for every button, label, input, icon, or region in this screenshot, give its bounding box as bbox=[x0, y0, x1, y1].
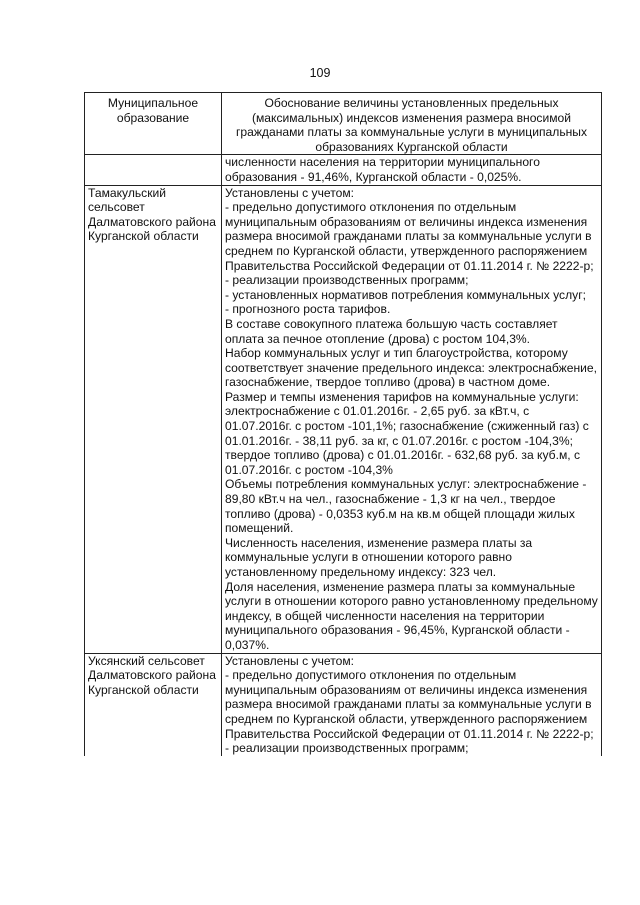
justification-line: - прогнозного роста тарифов. bbox=[225, 302, 391, 317]
justification-line: Объемы потребления коммунальных услуг: электроснабжение - 89,80 кВт.ч на чел., газоснабжение - 1,3 кг на чел., твердое топливо (дрова) - 0,0353 куб.м на кв.м общей площади жилых помещений. bbox=[225, 477, 587, 536]
justification-line: численности населения на территории муниципального образования - 91,46%, Курганской области - 0,025%. bbox=[225, 155, 540, 184]
table-row-tamakul bbox=[85, 185, 602, 653]
municipality-cell: Тамакульский сельсовет Далматовского района Курганской области bbox=[85, 185, 222, 653]
justification-cell bbox=[222, 185, 602, 653]
justification-line: Установлены с учетом: bbox=[225, 185, 354, 200]
justification-line: электроснабжение с 01.01.2016г. - 2,65 руб. за кВт.ч, с 01.07.2016г. с ростом -101,1%; газоснабжение (сжиженный газ) с 01.01.2016г. - 38,11 руб. за кг, с 01.07.2016г. с ростом -104,3%; твердое топливо (дрова) с 01.01.2016г. - 632,68 руб. за куб.м, с 01.07.2016г. с ростом -104,3% bbox=[225, 404, 589, 477]
justification-line: - предельно допустимого отклонения по отдельным муниципальным образованиям от величины индекса изменения размера вносимой гражданами платы за коммунальные услуги в среднем по Курганской области, утвержденного распоряжением Правительства Российской Федерации от 01.11.2014 г. № 2222-р; bbox=[225, 200, 594, 273]
table-row-continuation bbox=[85, 155, 602, 185]
justification-line: Набор коммунальных услуг и тип благоустройства, которому соответствует значение предельного индекса: электроснабжение, газоснабжение, твердое топливо (дрова) в частном доме. bbox=[225, 346, 597, 390]
table-header-row bbox=[85, 93, 602, 155]
municipality-cell: Уксянский сельсовет Далматовского района Курганской области bbox=[85, 653, 222, 756]
justification-line: Доля населения, изменение размера платы за коммунальные услуги в отношении которого равно установленному предельному индексу, в общей численности населения на территории муниципального образования - 96,45%, Курганской области - 0,037%. bbox=[225, 579, 598, 652]
municipality-cell bbox=[85, 155, 222, 185]
justification-line: Размер и темпы изменения тарифов на коммунальные услуги: bbox=[225, 389, 579, 404]
page-number: 109 bbox=[309, 66, 331, 80]
tariff-justification-table bbox=[84, 92, 602, 756]
justification-line: В составе совокупного платежа большую часть составляет оплата за печное отопление (дрова) с ростом 104,3%. bbox=[225, 316, 558, 346]
justification-cell bbox=[222, 155, 602, 185]
justification-line: Численность населения, изменение размера платы за коммунальные услуги в отношении которого равно установленному предельному индексу: 323 чел. bbox=[225, 535, 533, 579]
justification-line: - предельно допустимого отклонения по отдельным муниципальным образованиям от величины индекса изменения размера вносимой гражданами платы за коммунальные услуги в среднем по Курганской области, утвержденного распоряжением Правительства Российской Федерации от 01.11.2014 г. № 2222-р; bbox=[225, 668, 594, 741]
header-municipality: Муниципальное образование bbox=[85, 93, 222, 155]
justification-line: Установлены с учетом: bbox=[225, 653, 354, 668]
justification-line: - установленных нормативов потребления коммунальных услуг; bbox=[225, 287, 586, 302]
table-row-uksyan bbox=[85, 653, 602, 756]
header-justification: Обоснование величины установленных предельных (максимальных) индексов изменения размера вносимой гражданами платы за коммунальные услуги в муниципальных образованиях Курганской области bbox=[222, 93, 602, 155]
justification-line: - реализации производственных программ; bbox=[225, 273, 469, 288]
justification-cell bbox=[222, 653, 602, 756]
justification-line: - реализации производственных программ; bbox=[225, 741, 469, 756]
